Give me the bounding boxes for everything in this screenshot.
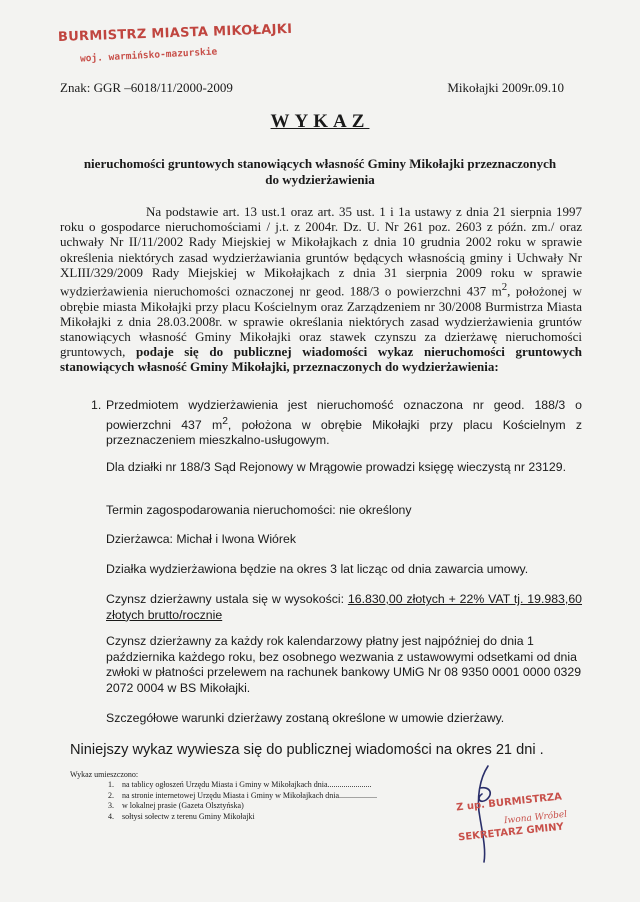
development-term: Termin zagospodarowania nieruchomości: nie określony <box>106 503 412 517</box>
signature-stamp-line3: SEKRETARZ GMINY <box>457 821 565 844</box>
document-reference: Znak: GGR –6018/11/2000-2009 <box>60 80 233 95</box>
subtitle-line-2: do wydzierżawienia <box>265 172 375 187</box>
intro-superscript: 2 <box>501 281 508 294</box>
payment-terms: Czynsz dzierżawny za każdy rok kalendarzowy płatny jest najpóźniej do dnia 1 października każdego roku, bez osobnego wezwania z ustawowymi odsetkami od dnia zwłoki w płatności przelewem na rachunek bankowy UMiG Nr 08 9350 0001 0000 0329 2072 0004 w BS Mikołajki. <box>106 634 582 695</box>
posting-note: 3. w lokalnej prasie (Gazeta Olsztyńska) <box>108 801 244 810</box>
lease-period: Działka wydzierżawiona będzie na okres 3 lat licząc od dnia zawarcia umowy. <box>106 562 529 576</box>
posting-note: 1. na tablicy ogłoszeń Urzędu Miasta i Gminy w Mikołajkach dnia...................... <box>108 780 372 789</box>
rent-label: Czynsz dzierżawny ustala się w wysokości: <box>106 592 348 606</box>
intro-paragraph <box>60 204 582 375</box>
intro-text-2: , położonej w obrębie miasta Mikołajki przy placu Kościelnym oraz Zarządzeniem nr 30/2008 Burmistrza Miasta Mikołajki z dnia 28.03.2008r. w sprawie określania niektórych zasad wydzierżawienia gruntów stanowiących własność Gminy Mikołajki oraz stawek czynszu za dzierżawę nieruchomości gruntowych, <box>60 283 582 360</box>
subtitle-line-1: nieruchomości gruntowych stanowiących własność Gminy Mikołajki przeznaczonych <box>83 156 557 171</box>
document-title: WYKAZ <box>270 111 370 132</box>
posting-notes-heading: Wykaz umieszczono: <box>70 770 139 779</box>
document-date: Mikołajki 2009r.09.10 <box>447 80 564 95</box>
handwritten-signature <box>450 758 590 868</box>
item-number: 1. <box>91 398 102 412</box>
posting-notes-list <box>74 780 377 822</box>
intro-bold-text: podaje się do publicznej wiadomości wykaz nieruchomości gruntowych stanowiących własność Gminy Mikołajki, przeznaczonych do wydzierżawienia: <box>60 344 582 375</box>
signature-stamp-line1: Z up. BURMISTRZA <box>455 791 563 814</box>
document-subtitle <box>60 156 580 188</box>
closing-statement: Niniejszy wykaz wywiesza się do publicznej wiadomości na okres 21 dni . <box>70 742 544 758</box>
lease-conditions: Szczegółowe warunki dzierżawy zostaną określone w umowie dzierżawy. <box>106 711 505 725</box>
posting-note: 2. na stronie internetowej Urzędu Miasta i Gminy w Mikołajkach dnia................... <box>108 790 378 800</box>
item-subject <box>106 398 582 449</box>
rent-amount <box>106 592 582 623</box>
item-subject-text: Przedmiotem wydzierżawienia jest nieruchomość oznaczona nr geod. 188/3 o powierzchni 437 m <box>106 398 582 432</box>
tenant-info: Dzierżawca: Michał i Iwona Wiórek <box>106 532 296 546</box>
office-stamp-region: woj. warmińsko-mazurskie <box>79 46 218 65</box>
rent-value: 16.830,00 złotych + 22% VAT tj. 19.983,60 złotych brutto/rocznie <box>106 592 582 622</box>
intro-text-1: Na podstawie art. 13 ust.1 oraz art. 35 ust. 1 i 1a ustawy z dnia 21 sierpnia 1997 roku o gospodarce nieruchomościami / j.t. z 2004r. Dz. U. Nr 261 poz. 2603 z późn. zm./ oraz uchwały Nr II/11/2002 Rady Miejskiej w Mikołajkach z dnia 10 grudnia 2002 roku w sprawie określenia niektórych zasad wydzierżawiania gruntów będących własnością gminy i Uchwały Nr XLIII/329/2009 Rady Miejskiej w Mikołajkach z dnia 31 sierpnia 2009 roku w sprawie wydzierżawienia nieruchomości oznaczonej nr geod. 188/3 o powierzchni 437 m <box>60 204 582 299</box>
office-stamp-title: BURMISTRZ MIASTA MIKOŁAJKI <box>57 21 293 45</box>
item-superscript: 2 <box>222 415 228 427</box>
posting-note: 4. sołtysi sołectw z terenu Gminy Mikołajki <box>108 811 255 821</box>
land-registry-info: Dla działki nr 188/3 Sąd Rejonowy w Mrągowie prowadzi księgę wieczystą nr 23129. <box>106 460 566 474</box>
item-subject-text-2: , położona w obrębie Mikołajki przy placu Kościelnym z przeznaczeniem mieszkalno-usługowym. <box>106 417 583 448</box>
signature-stamp-name: Iwona Wróbel <box>503 809 568 827</box>
